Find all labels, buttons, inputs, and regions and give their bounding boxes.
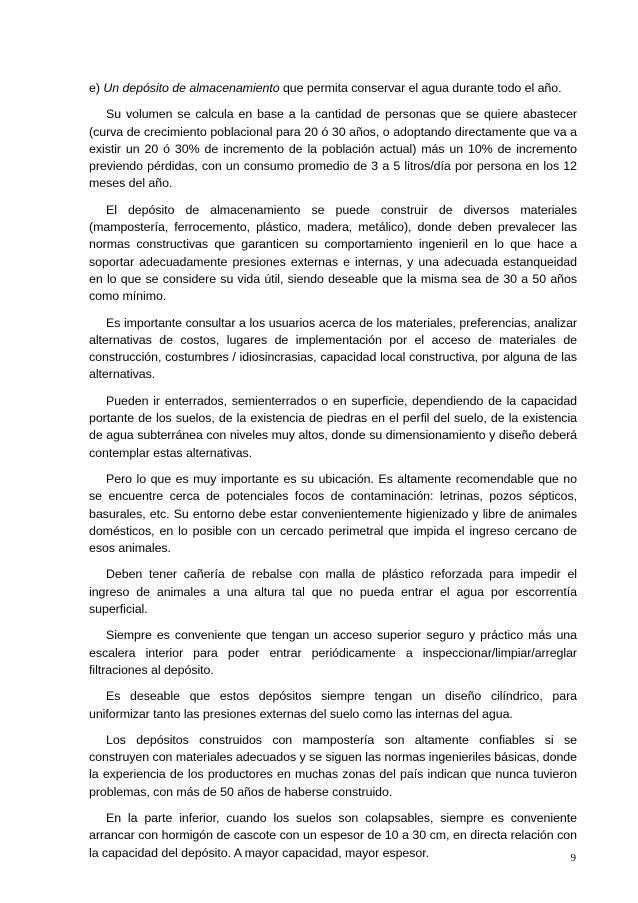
paragraph-materials: El depósito de almacenamiento se puede construir de diversos materiales (mampostería, ferrocemento, plástico, madera, metálico), donde deben prevalecer las normas constructivas que garanticen su comportamiento ingenieril en lo que hace a soportar adecuadamente presiones externas e internas, y una adecuada estanqueidad en lo que se considere su vida útil, siendo deseable que la misma sea de 30 a 50 años como mínimo.: [89, 202, 577, 304]
paragraph-volume: Su volumen se calcula en base a la cantidad de personas que se quiere abastecer (curva de crecimiento poblacional para 20 ó 30 años, o adoptando directamente que va a existir un 20 ó 30% de incremento de la población actual) más un 10% de incremento previendo pérdidas, con un consumo promedio de 3 a 5 litros/día por persona en los 12 meses del año.: [89, 107, 577, 191]
paragraph-access: Siempre es conveniente que tengan un acceso superior seguro y práctico más una escalera interior para poder entrar periódicamente a inspeccionar/limpiar/arreglar filtraciones al depósito.: [89, 628, 577, 677]
paragraph-intro: [89, 80, 577, 97]
paragraph-placement: Pueden ir enterrados, semienterrados o en superficie, dependiendo de la capacidad portante de los suelos, de la existencia de piedras en el perfil del suelo, de la existencia de agua subterránea con niveles muy altos, donde su dimensionamiento y diseño deberá contemplar estas alternativas.: [89, 393, 577, 460]
paragraph-foundation: En la parte inferior, cuando los suelos son colapsables, siempre es conveniente arrancar con hormigón de cascote con un espesor de 10 a 30 cm, en directa relación con la capacidad del depósito. A mayor capacidad, mayor espesor.: [89, 810, 577, 860]
paragraph-location: Pero lo que es muy importante es su ubicación. Es altamente recomendable que no se encuentre cerca de potenciales focos de contaminación: letrinas, pozos sépticos, basurales, etc. Su entorno debe estar convenientemente higienizado y libre de animales domésticos, en lo posible con un cercado perimetral que impida el ingreso cercano de esos animales.: [89, 471, 577, 556]
page-number: 9: [570, 852, 576, 864]
intro-prefix: e): [89, 81, 104, 95]
document-body: [89, 80, 577, 871]
paragraph-overflow-pipe: Deben tener cañería de rebalse con malla de plástico reforzada para impedir el ingreso de animales a una altura tal que no pueda entrar el agua por escorrentía superficial.: [89, 567, 577, 617]
paragraph-consultation: Es importante consultar a los usuarios acerca de los materiales, preferencias, analizar alternativas de costos, lugares de implementación por el acceso de materiales de construcción, costumbres / idiosincrasias, capacidad local constructiva, por alguna de las alternativas.: [89, 315, 577, 382]
paragraph-masonry: Los depósitos construidos con mampostería son altamente confiables si se construyen con materiales adecuados y se siguen las normas ingenieriles básicas, donde la experiencia de los productores en muchas zonas del país indican que nunca tuvieron problemas, con más de 50 años de haberse construido.: [89, 732, 577, 799]
paragraph-cylindrical-design: Es deseable que estos depósitos siempre tengan un diseño cilíndrico, para uniformizar tanto las presiones externas del suelo como las internas del agua.: [89, 689, 577, 721]
intro-suffix: que permita conservar el agua durante todo el año.: [279, 81, 562, 95]
intro-emphasis: Un depósito de almacenamiento: [103, 81, 280, 95]
